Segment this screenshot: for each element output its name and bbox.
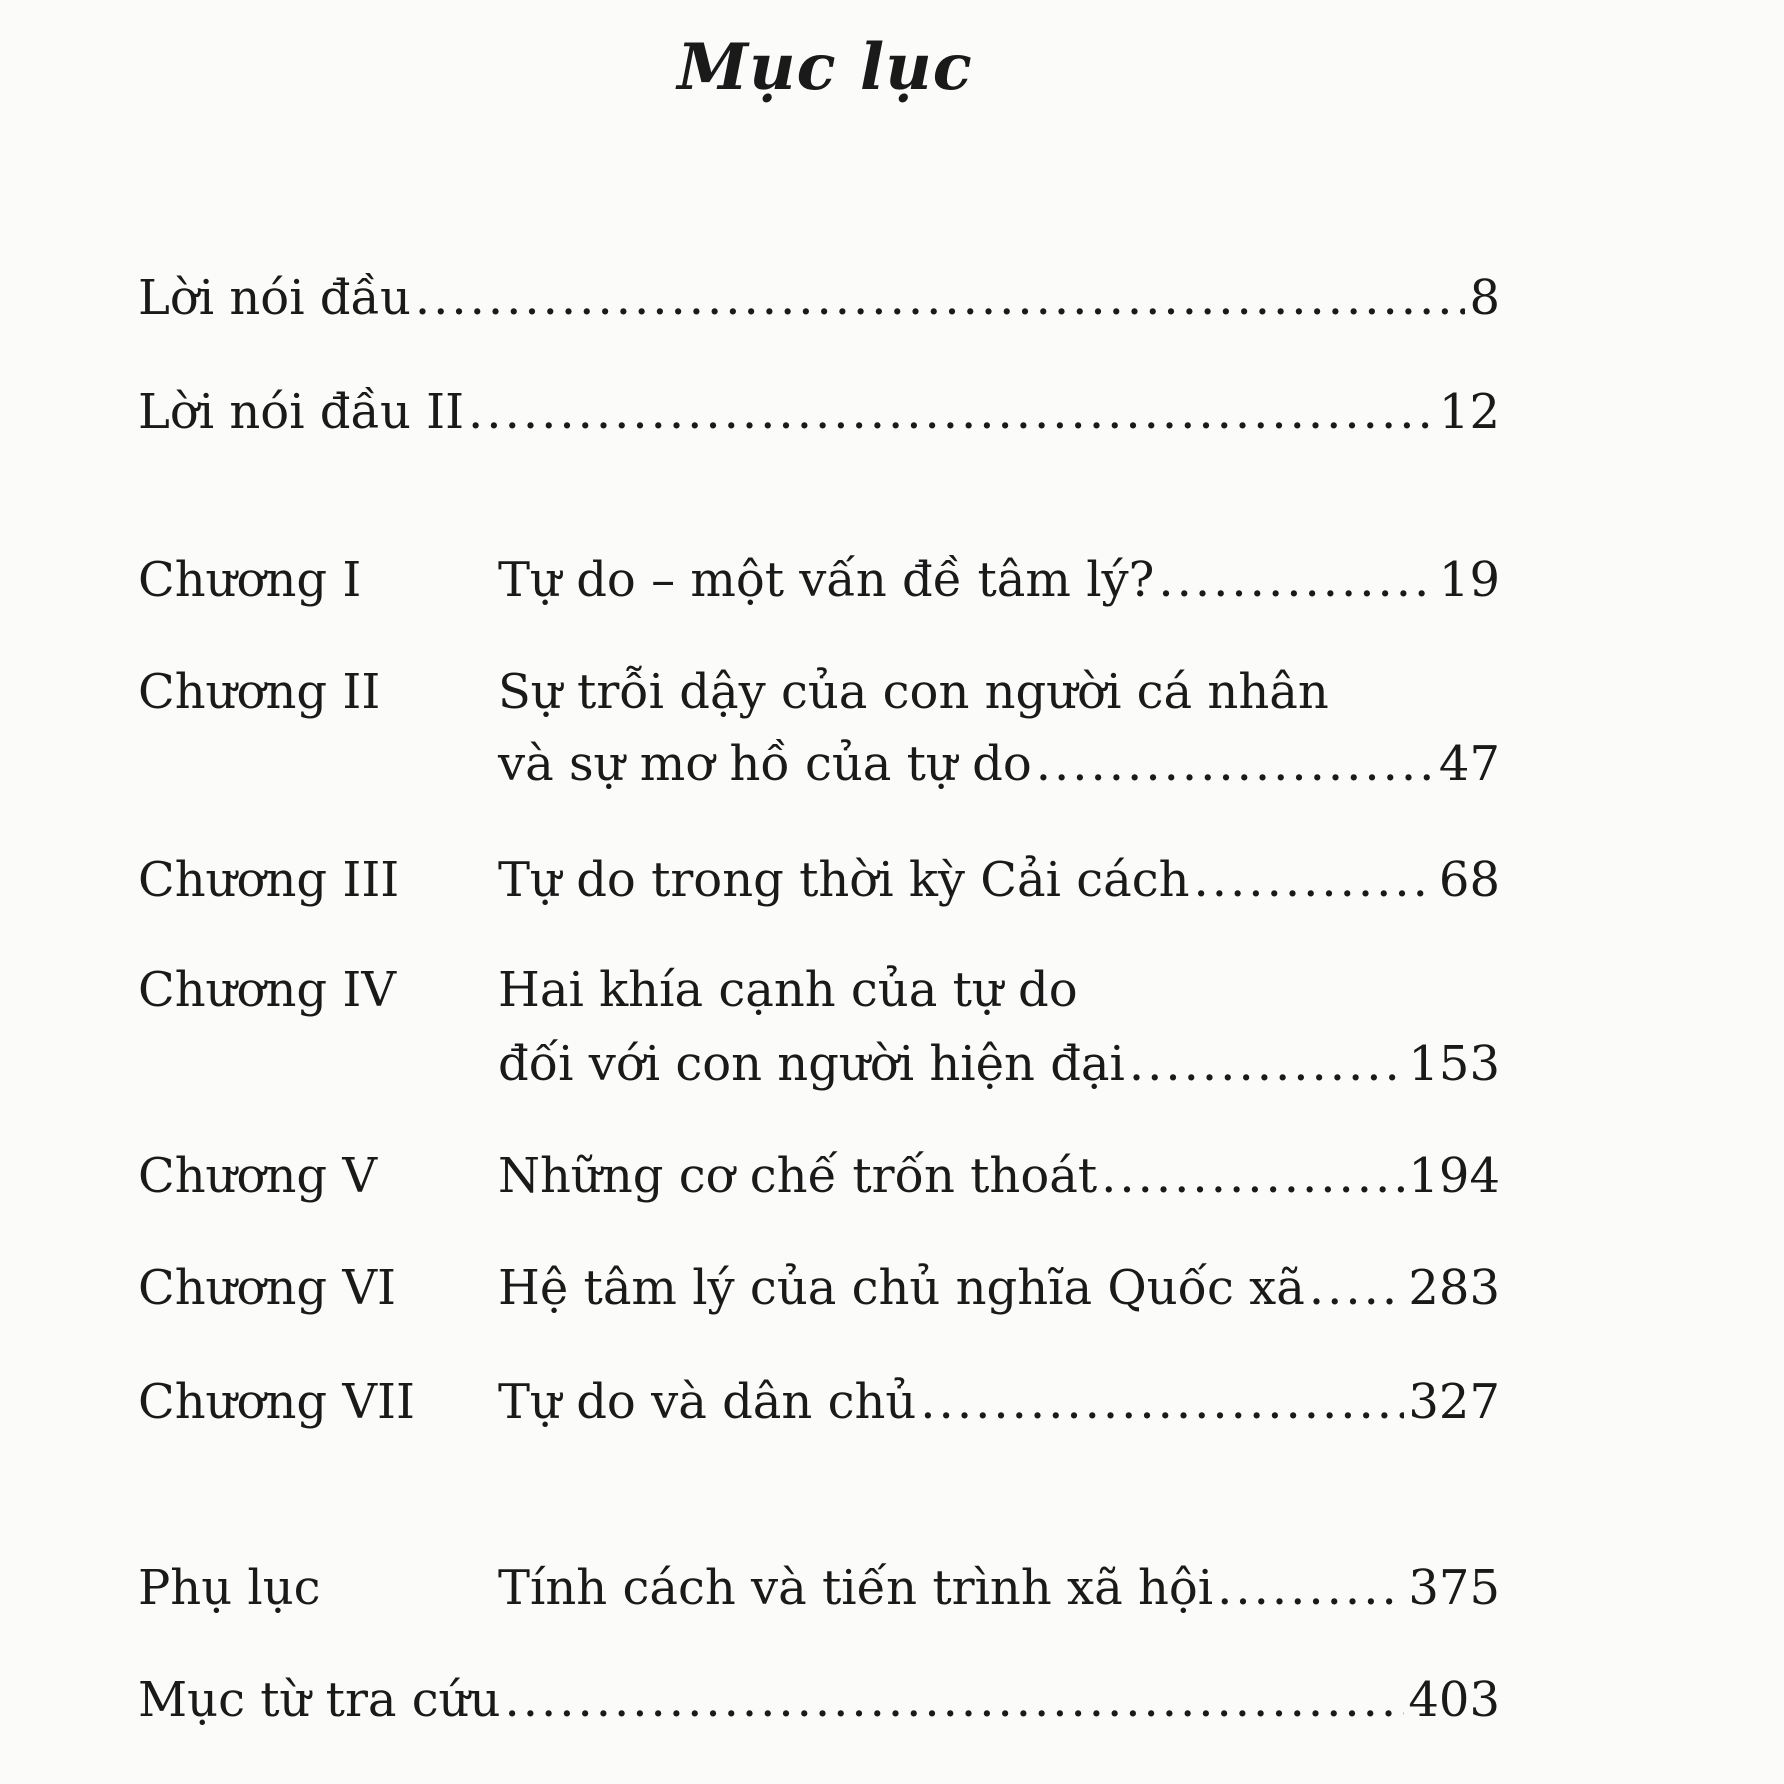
toc-line [498,1252,1500,1324]
chapter-label: Chương VI [138,1260,396,1316]
toc-line [498,1140,1500,1212]
page-number: 8 [1469,270,1500,326]
dot-leader [1194,844,1435,916]
toc-line [498,656,1500,728]
page-number: 153 [1408,1036,1500,1092]
toc-line [498,844,1500,916]
entry-title: Hai khía cạnh của tự do [498,962,1078,1018]
entry-title: Tính cách và tiến trình xã hội [498,1560,1214,1616]
page-number: 375 [1408,1560,1500,1616]
appendix-label: Phụ lục [138,1560,321,1616]
entry-title: Hệ tâm lý của chủ nghĩa Quốc xã [498,1260,1305,1316]
page-number: 327 [1408,1374,1500,1430]
chapter-label: Chương VII [138,1374,415,1430]
dot-leader [1217,1552,1404,1624]
page-number: 12 [1438,384,1500,440]
entry-title-cont: và sự mơ hồ của tự do [498,736,1032,792]
page-number: 47 [1438,736,1500,792]
page-number: 283 [1408,1260,1500,1316]
entry-title: Tự do trong thời kỳ Cải cách [498,852,1190,908]
toc-line [138,376,1500,448]
entry-title: Tự do – một vấn đề tâm lý? [498,552,1155,608]
entry-title: Sự trỗi dậy của con người cá nhân [498,664,1329,720]
chapter-label: Chương III [138,852,400,908]
chapter-label: Chương IV [138,962,396,1018]
toc-line [138,1664,1500,1736]
entry-title: Mục từ tra cứu [138,1672,501,1728]
dot-leader [1129,1028,1404,1100]
toc-line [498,544,1500,616]
chapter-label: Chương V [138,1148,378,1204]
page-number: 19 [1438,552,1500,608]
entry-title: Lời nói đầu II [138,384,465,440]
dot-leader [1309,1252,1405,1324]
dot-leader [1158,544,1435,616]
toc-line [498,1552,1500,1624]
page-number: 68 [1438,852,1500,908]
toc-line [498,954,1500,1026]
entry-title: Tự do và dân chủ [498,1374,917,1430]
chapter-label: Chương I [138,552,362,608]
dot-leader [1101,1140,1404,1212]
toc-line [498,1366,1500,1438]
chapter-label: Chương II [138,664,381,720]
toc-line [138,262,1500,334]
page-number: 403 [1408,1672,1500,1728]
page-title: Mục lục [677,30,973,105]
page-number: 194 [1408,1148,1500,1204]
entry-title-cont: đối với con người hiện đại [498,1036,1125,1092]
dot-leader [468,376,1435,448]
dot-leader [1036,728,1435,800]
toc-line [498,1028,1500,1100]
dot-leader [415,262,1466,334]
dot-leader [504,1664,1404,1736]
toc-line [498,728,1500,800]
dot-leader [920,1366,1404,1438]
entry-title: Những cơ chế trốn thoát [498,1148,1098,1204]
entry-title: Lời nói đầu [138,270,411,326]
